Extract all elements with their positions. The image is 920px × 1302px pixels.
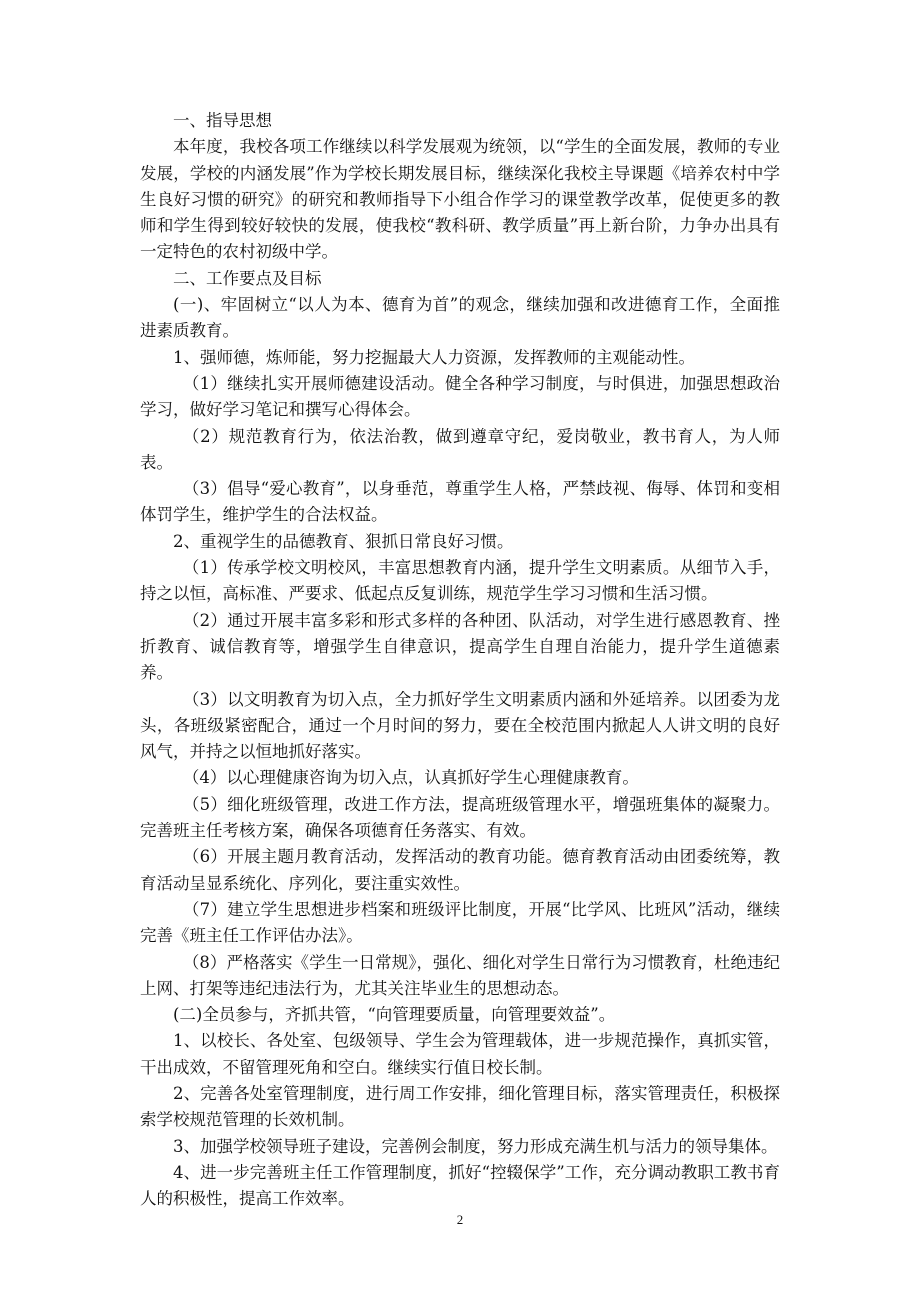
section-heading-work-points: 二、工作要点及目标	[173, 268, 322, 288]
paragraph: 4、进一步完善班主任工作管理制度，抓好“控辍保学”工作，充分调动教职工教书育人的积极性，提高工作效率。	[140, 1162, 780, 1209]
paragraph: 1、强师德，炼师能，努力挖掘最大人力资源，发挥教师的主观能动性。	[173, 347, 695, 367]
paragraph: (一)、牢固树立“以人为本、德育为首”的观念，继续加强和改进德育工作，全面推进素质教育。	[140, 295, 780, 341]
list-item: （7）建立学生思想进步档案和班级评比制度，开展“比学风、比班风”活动，继续完善《班主任工作评估办法》。	[140, 899, 780, 946]
section-heading-guiding-ideology: 一、指导思想	[173, 111, 272, 130]
paragraph: 3、加强学校领导班子建设，完善例会制度，努力形成充满生机与活力的领导集体。	[173, 1136, 778, 1156]
list-item: （1）继续扎实开展师德建设活动。健全各种学习制度，与时俱进，加强思想政治学习，做好学习笔记和撰写心得体会。	[140, 373, 780, 420]
list-item: （1）传承学校文明校风，丰富思想教育内涵，提升学生文明素质。从细节入手，持之以恒，高标准、严要求、低起点反复训练，规范学生学习习惯和生活习惯。	[140, 558, 780, 604]
list-item: （3）倡导“爱心教育”，以身垂范，尊重学生人格，严禁歧视、侮辱、体罚和变相体罚学生，维护学生的合法权益。	[140, 479, 780, 525]
paragraph: 本年度，我校各项工作继续以科学发展观为统领，以“学生的全面发展，教师的专业发展，学校的内涵发展”作为学校长期发展目标，继续深化我校主导课题《培养农村中学生良好习惯的研究》的研究和教师指导下小组合作学习的课堂教学改革，促使更多的教师和学生得到较好较快的发展，使我校“教科研、教学质量”再上新台阶，力争办出具有一定特色的农村初级中学。	[140, 137, 780, 262]
paragraph: 2、完善各处室管理制度，进行周工作安排，细化管理目标，落实管理责任，积极探索学校规范管理的长效机制。	[140, 1083, 780, 1130]
list-item: （6）开展主题月教育活动，发挥活动的教育功能。德育教育活动由团委统筹，教育活动呈显系统化、序列化，要注重实效性。	[140, 847, 780, 893]
paragraph: (二)全员参与，齐抓共管，“向管理要质量，向管理要效益”。	[173, 1005, 616, 1025]
list-item: （2）通过开展丰富多彩和形式多样的各种团、队活动，对学生进行感恩教育、挫折教育、诚信教育等，增强学生自律意识，提高学生自理自治能力，提升学生道德素养。	[140, 610, 780, 683]
list-item: （3）以文明教育为切入点，全力抓好学生文明素质内涵和外延培养。以团委为龙头，各班级紧密配合，通过一个月时间的努力，要在全校范围内掀起人人讲文明的良好风气，并持之以恒地抓好落实。	[140, 689, 780, 762]
list-item: （4）以心理健康咨询为切入点，认真抓好学生心理健康教育。	[182, 768, 639, 788]
list-item: （2）规范教育行为，依法治教，做到遵章守纪，爱岗敬业，教书育人，为人师表。	[140, 426, 780, 472]
list-item: （5）细化班级管理，改进工作方法，提高班级管理水平，增强班集体的凝聚力。完善班主任考核方案，确保各项德育任务落实、有效。	[140, 794, 780, 841]
paragraph: 2、重视学生的品德教育、狠抓日常良好习惯。	[173, 531, 514, 551]
document-body	[140, 108, 780, 1212]
page-number: 2	[456, 1212, 464, 1227]
paragraph: 1、以校长、各处室、包级领导、学生会为管理载体，进一步规范操作，真抓实管，干出成效，不留管理死角和空白。继续实行值日校长制。	[140, 1031, 780, 1077]
list-item: （8）严格落实《学生一日常规》，强化、细化对学生日常行为习惯教育，杜绝违纪上网、打架等违纪违法行为，尤其关注毕业生的思想动态。	[140, 952, 780, 998]
